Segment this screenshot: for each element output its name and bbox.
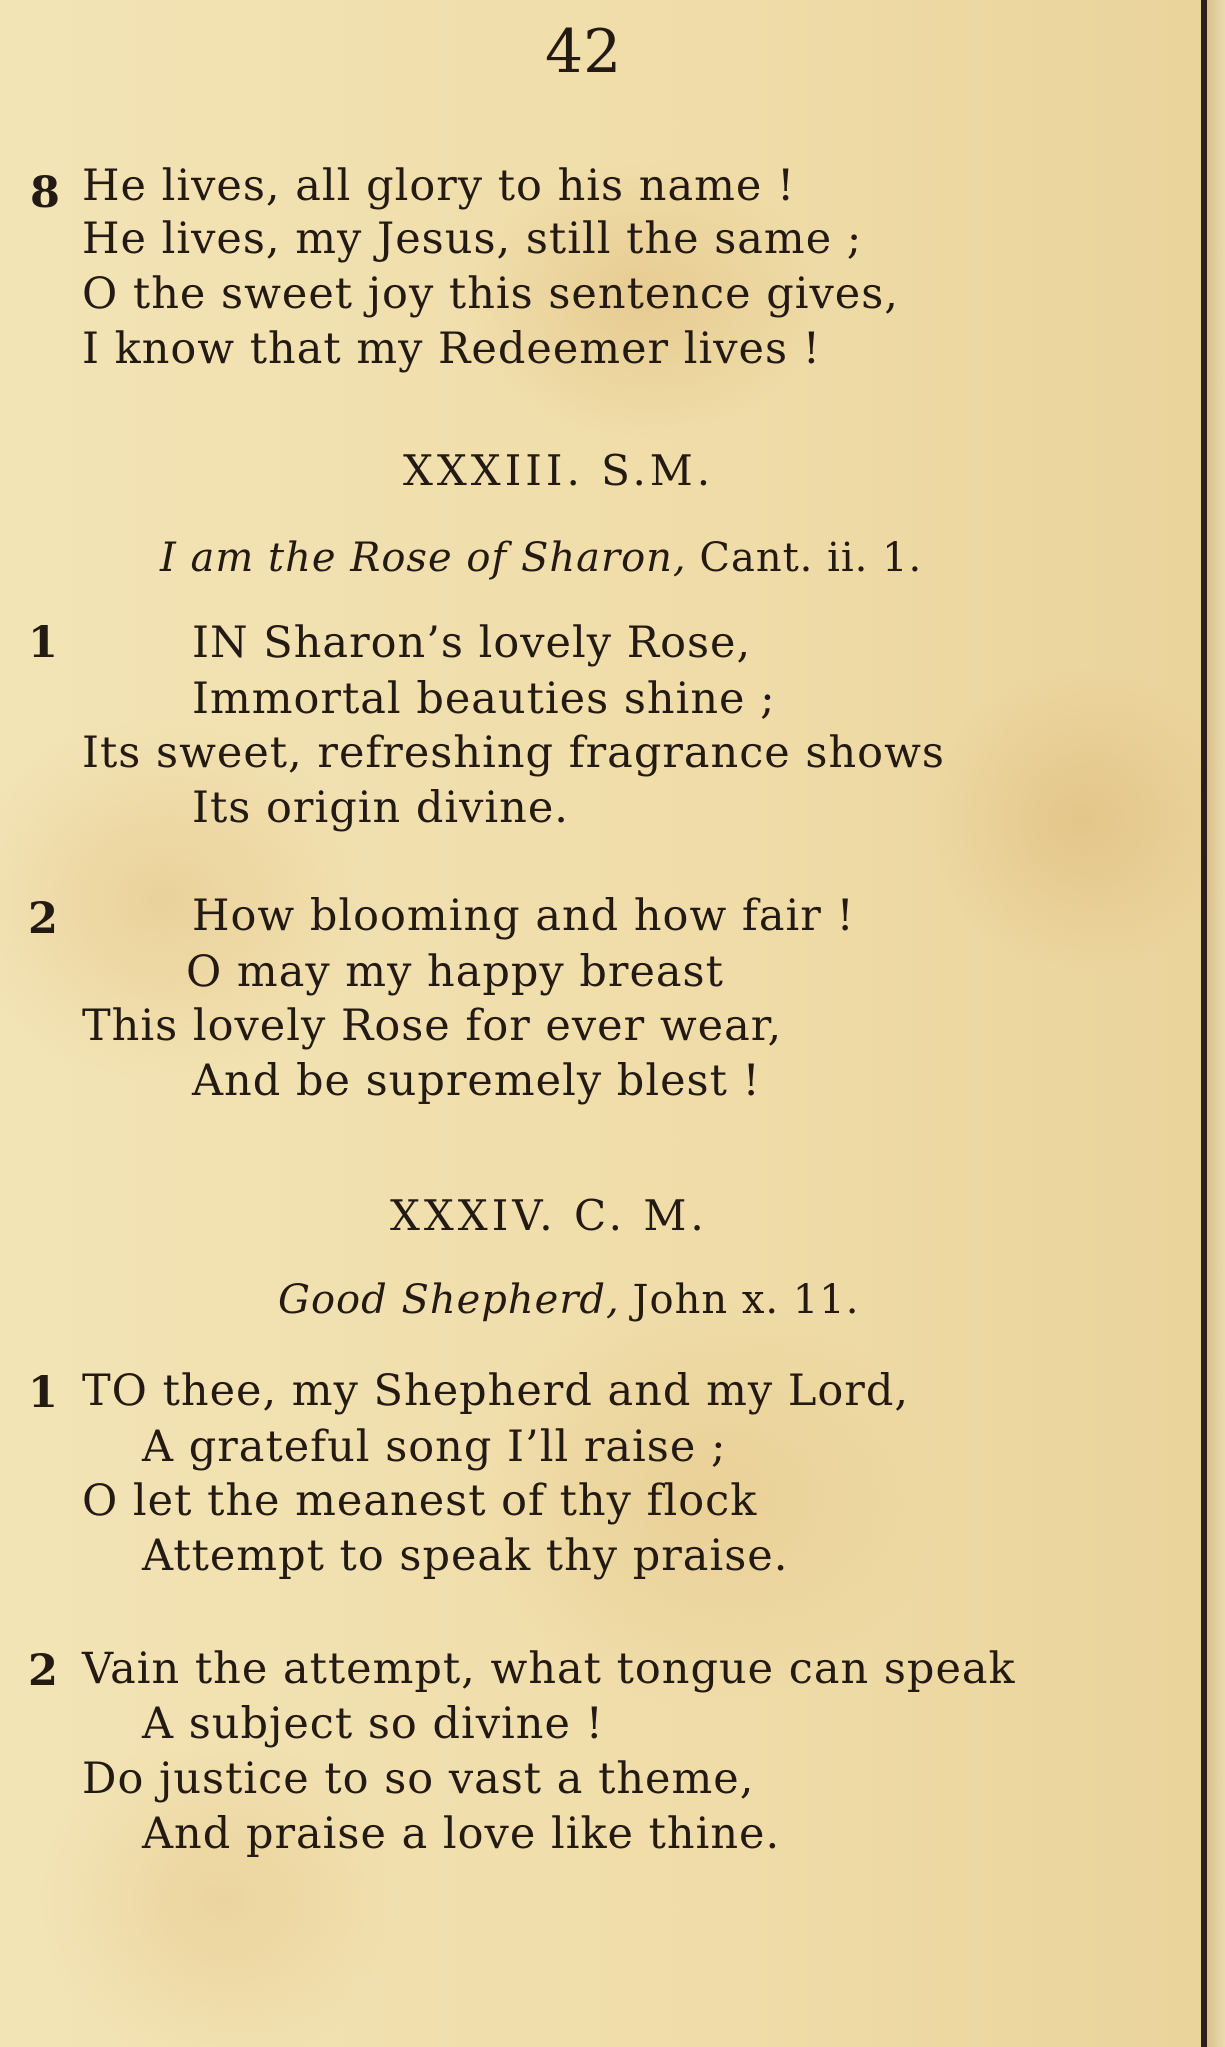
verse-line: He lives, my Jesus, still the same ; <box>82 214 863 264</box>
page-edge-shadow <box>1207 0 1225 2047</box>
verse-line: And praise a love like thine. <box>142 1809 781 1859</box>
verse-line: Vain the attempt, what tongue can speak <box>82 1644 1016 1694</box>
verse-line: A grateful song I’ll raise ; <box>142 1422 727 1472</box>
verse-line: O let the meanest of thy flock <box>82 1476 758 1526</box>
hymn-subtitle <box>278 1277 860 1323</box>
verse-number: 1 <box>28 618 58 668</box>
verse-line: I know that my Redeemer lives ! <box>82 324 822 374</box>
verse-line: O may my happy breast <box>186 947 724 997</box>
verse-line: A subject so divine ! <box>142 1699 604 1749</box>
page-edge <box>1201 0 1207 2047</box>
verse-line: This lovely Rose for ever wear, <box>82 1001 783 1051</box>
hymn-subtitle-text: I am the Rose of Sharon, <box>160 535 687 581</box>
page-number: 42 <box>545 17 622 87</box>
verse-line: O the sweet joy this sentence gives, <box>82 269 899 319</box>
scripture-reference: John x. 11. <box>632 1277 860 1323</box>
verse-line: And be supremely blest ! <box>192 1056 761 1106</box>
verse-line: How blooming and how fair ! <box>192 891 855 941</box>
hymn-subtitle <box>160 535 923 581</box>
verse-number: 8 <box>30 168 60 218</box>
hymn-heading: XXXIV. C. M. <box>390 1191 708 1240</box>
hymn-heading: XXXIII. S.M. <box>403 446 715 495</box>
verse-line: TO thee, my Shepherd and my Lord, <box>82 1366 910 1416</box>
verse-line: IN Sharon’s lovely Rose, <box>192 618 752 668</box>
hymn-subtitle-text: Good Shepherd, <box>278 1277 620 1323</box>
verse-line: Its sweet, refreshing fragrance shows <box>82 728 945 778</box>
verse-line: Attempt to speak thy praise. <box>142 1531 789 1581</box>
verse-line: He lives, all glory to his name ! <box>82 161 796 211</box>
verse-number: 2 <box>28 894 58 944</box>
verse-number: 2 <box>28 1646 58 1696</box>
verse-line: Its origin divine. <box>192 783 569 833</box>
verse-number: 1 <box>28 1368 58 1418</box>
verse-line: Immortal beauties shine ; <box>192 674 776 724</box>
verse-line: Do justice to so vast a theme, <box>82 1754 755 1804</box>
scripture-reference: Cant. ii. 1. <box>699 535 923 581</box>
